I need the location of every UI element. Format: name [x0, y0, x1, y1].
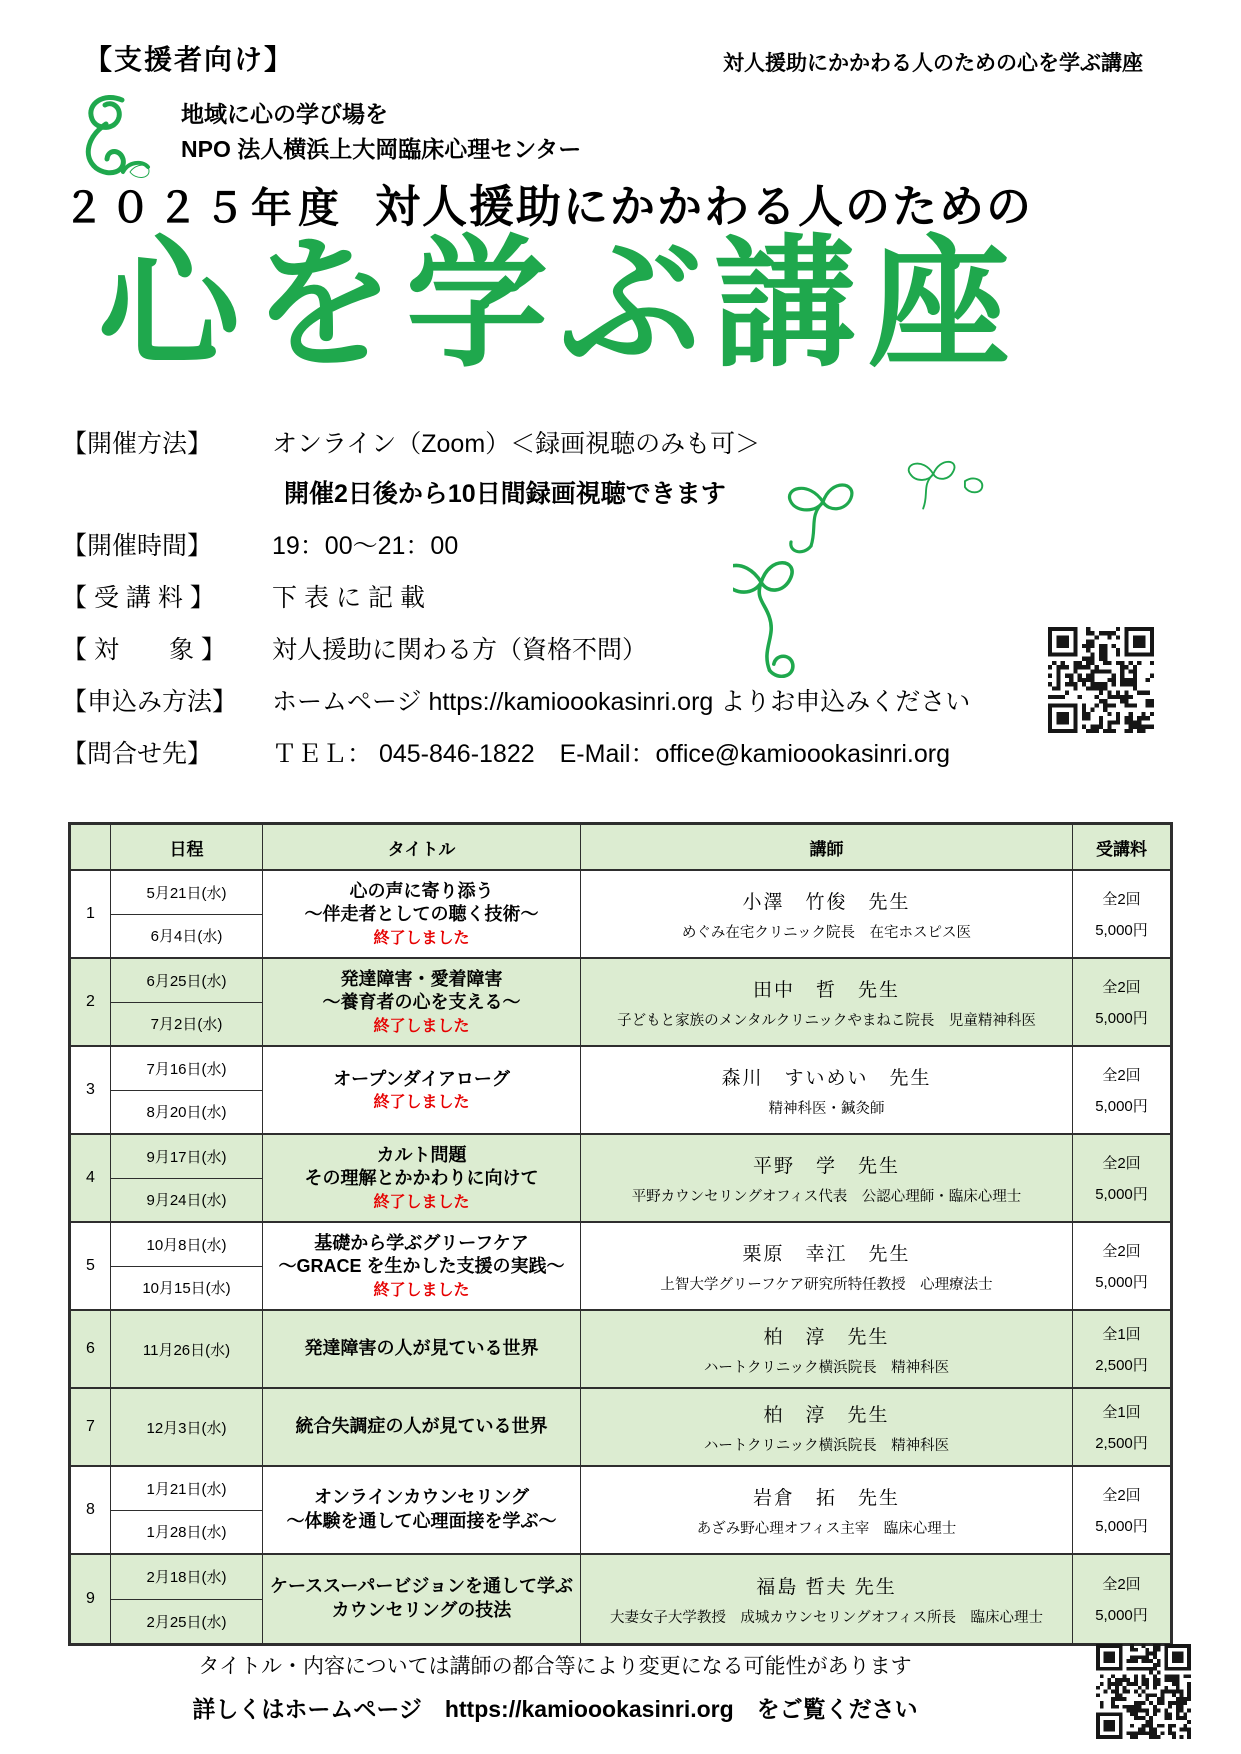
info-label: 【 受 講 料 】: [62, 584, 215, 612]
course-ended-label: 終了しました: [373, 1018, 470, 1036]
course-title-text: [305, 1337, 539, 1361]
table-row: [71, 959, 1170, 1047]
info-value: [272, 424, 760, 510]
course-fee: [1073, 1311, 1170, 1387]
course-title-line: その理解とかかわりに向けて: [304, 1168, 539, 1189]
info-value-text: ホームページ https://kamioookasinri.org よりお申込みください: [272, 688, 971, 716]
fee-price: 5,000円: [1095, 1274, 1148, 1291]
info-row-contact: [62, 734, 1012, 770]
footer-website-line: 詳しくはホームページ https://kamioookasinri.org をご覧ください: [192, 1696, 918, 1722]
lecturer-affiliation: あざみ野心理オフィス主宰 臨床心理士: [696, 1520, 957, 1537]
course-title: [263, 871, 581, 957]
main-title: 心を学ぶ講座: [98, 225, 1022, 384]
info-row-apply: [62, 682, 1012, 718]
lecturer-name: 岩倉 拓 先生: [752, 1487, 900, 1509]
table-row: [71, 1047, 1170, 1135]
recording-note: 開催2日後から10日間録画視聴できます: [284, 480, 726, 508]
fee-sessions: 全2回: [1102, 1487, 1141, 1504]
org-slogan: 地域に心の学び場を: [181, 101, 388, 127]
schedule-table: [68, 822, 1173, 1646]
course-year: ２０２５年度: [63, 185, 345, 231]
fee-sessions: 全2回: [1102, 979, 1141, 996]
course-number: 9: [71, 1555, 111, 1643]
course-date: 1月21日(水): [146, 1480, 227, 1498]
course-title: [263, 1311, 581, 1387]
fee-price: 5,000円: [1095, 922, 1148, 939]
table-row: [71, 1135, 1170, 1223]
course-date: 6月4日(水): [111, 914, 262, 958]
course-title-text: [296, 1415, 548, 1439]
course-title-line: カウンセリングの技法: [331, 1600, 512, 1620]
lecturer-name: 柏 淳 先生: [763, 1326, 890, 1348]
lecturer-affiliation: 子どもと家族のメンタルクリニックやまねこ院長 児童精神科医: [617, 1012, 1036, 1029]
sprout-logo-icon: [78, 92, 164, 182]
lecturer-affiliation: 平野カウンセリングオフィス代表 公認心理師・臨床心理士: [631, 1188, 1022, 1205]
fee-sessions: 全2回: [1102, 1576, 1141, 1593]
audience-tag: 【支援者向け】: [84, 44, 295, 75]
course-ended-label: 終了しました: [373, 1194, 470, 1212]
fee-sessions: 全1回: [1102, 1326, 1141, 1343]
fee-price: 2,500円: [1095, 1357, 1148, 1374]
footer-note: タイトル・内容については講師の都合等により変更になる可能性があります: [198, 1655, 912, 1678]
course-title: [263, 1135, 581, 1221]
schedule-table-header: [71, 825, 1170, 871]
course-number: 3: [71, 1047, 111, 1133]
course-title-text: [278, 1232, 564, 1280]
course-title-text: [287, 1486, 557, 1534]
course-title-line: オンラインカウンセリング: [313, 1487, 530, 1508]
info-value-text: 対人援助に関わる方（資格不問）: [272, 636, 648, 664]
course-number: 6: [71, 1311, 111, 1387]
fee-price: 5,000円: [1095, 1010, 1148, 1027]
course-date: 5月21日(水): [146, 884, 227, 902]
course-fee: [1073, 1555, 1170, 1643]
course-fee: [1073, 959, 1170, 1045]
course-title-line: カルト問題: [376, 1144, 467, 1165]
course-fee: [1073, 1135, 1170, 1221]
lecturer-affiliation: 精神科医・鍼灸師: [768, 1100, 885, 1117]
header-course-name: 対人援助にかかわる人のための心を学ぶ講座: [723, 52, 1143, 75]
course-dates: [111, 1135, 263, 1221]
course-number: 7: [71, 1389, 111, 1465]
course-ended-label: 終了しました: [373, 1282, 470, 1300]
header-number: [71, 825, 111, 869]
course-lecturer: [581, 959, 1073, 1045]
course-fee: [1073, 1223, 1170, 1309]
course-dates: [111, 871, 263, 957]
info-value-text: ＴＥＬ： 045-846-1822 E-Mail：office@kamioookasinri.org: [272, 740, 950, 768]
course-lecturer: [581, 1311, 1073, 1387]
info-label: 【申込み方法】: [62, 688, 238, 716]
course-title-text: [270, 1575, 573, 1623]
course-number: 1: [71, 871, 111, 957]
course-title-text: [305, 880, 539, 928]
lecturer-name: 福島 哲夫 先生: [756, 1576, 897, 1598]
table-row: [71, 1467, 1170, 1555]
fee-price: 5,000円: [1095, 1186, 1148, 1203]
course-title: [263, 1389, 581, 1465]
lecturer-name: 森川 すいめい 先生: [721, 1067, 932, 1089]
course-title-text: [323, 968, 521, 1016]
sprout-doodles-icon: [733, 428, 1023, 678]
fee-sessions: 全1回: [1102, 1404, 1141, 1421]
fee-sessions: 全2回: [1102, 1067, 1141, 1084]
course-fee: [1073, 1389, 1170, 1465]
course-title-line: 発達障害・愛着障害: [340, 968, 503, 989]
course-dates: [111, 1555, 263, 1643]
course-lecturer: [581, 1555, 1073, 1643]
course-title-line: 基礎から学ぶグリーフケア: [314, 1232, 529, 1253]
course-date: 2月18日(水): [146, 1569, 227, 1587]
fee-sessions: 全2回: [1102, 1155, 1141, 1172]
info-label: 【開催方法】: [62, 430, 213, 458]
course-title-line: ～伴走者としての聴く技術～: [304, 904, 539, 925]
course-number: 4: [71, 1135, 111, 1221]
course-dates: [111, 1223, 263, 1309]
lecturer-name: 平野 学 先生: [752, 1155, 900, 1177]
course-fee: [1073, 871, 1170, 957]
course-date: 9月17日(水): [146, 1148, 227, 1166]
course-title-line: 心の声に寄り添う: [349, 880, 494, 901]
course-dates: [111, 1467, 263, 1553]
course-title-line: ケーススーパービジョンを通して学ぶ: [270, 1576, 573, 1597]
footer: [0, 1650, 1110, 1724]
course-date: 12月3日(水): [146, 1419, 227, 1437]
qr-code-website: [1096, 1644, 1191, 1739]
course-dates: [111, 1389, 263, 1465]
header-fee: 受講料: [1096, 839, 1147, 859]
course-lecturer: [581, 1389, 1073, 1465]
qr-code-signup: [1048, 627, 1154, 733]
course-title-text: [333, 1068, 510, 1092]
course-dates: [111, 959, 263, 1045]
org-name: NPO 法人横浜上大岡臨床心理センター: [181, 136, 582, 162]
header-title: タイトル: [263, 825, 581, 869]
course-date: 2月25日(水): [111, 1599, 262, 1644]
course-dates: [111, 1047, 263, 1133]
fee-sessions: 全2回: [1102, 891, 1141, 908]
fee-sessions: 全2回: [1102, 1243, 1141, 1260]
course-date: 7月16日(水): [146, 1060, 227, 1078]
info-value-text: 下表に記載: [272, 584, 433, 612]
course-title-text: [305, 1144, 539, 1192]
course-dates: [111, 1311, 263, 1387]
lecturer-name: 栗原 幸江 先生: [742, 1243, 911, 1265]
course-lecturer: [581, 871, 1073, 957]
lecturer-affiliation: ハートクリニック横浜院長 精神科医: [703, 1359, 950, 1376]
table-row: [71, 1389, 1170, 1467]
lecturer-affiliation: ハートクリニック横浜院長 精神科医: [703, 1437, 950, 1454]
header-date: 日程: [111, 825, 263, 869]
fee-price: 2,500円: [1095, 1435, 1148, 1452]
course-title-line: ～GRACE を生かした支援の実践～: [278, 1256, 565, 1277]
course-title: [263, 1555, 581, 1643]
course-title: [263, 1467, 581, 1553]
course-lecturer: [581, 1135, 1073, 1221]
course-lecturer: [581, 1047, 1073, 1133]
course-lecturer: [581, 1467, 1073, 1553]
info-label: 【開催時間】: [62, 532, 213, 560]
course-date: 6月25日(水): [146, 972, 227, 990]
schedule-table-body: [71, 871, 1170, 1643]
course-ended-label: 終了しました: [373, 930, 470, 948]
course-date: 8月20日(水): [111, 1090, 262, 1134]
course-title: [263, 1047, 581, 1133]
course-title: [263, 959, 581, 1045]
course-title-line: 発達障害の人が見ている世界: [304, 1338, 539, 1359]
table-row: [71, 1555, 1170, 1643]
lecturer-name: 田中 哲 先生: [752, 979, 900, 1001]
course-title-line: ～養育者の心を支える～: [322, 992, 521, 1013]
fee-price: 5,000円: [1095, 1607, 1148, 1624]
course-date: 9月24日(水): [111, 1178, 262, 1222]
info-label: 【 対 象 】: [62, 636, 226, 664]
table-row: [71, 871, 1170, 959]
course-title: [263, 1223, 581, 1309]
info-label: 【問合せ先】: [62, 740, 213, 768]
lecturer-affiliation: めぐみ在宅クリニック院長 在宅ホスピス医: [681, 924, 972, 941]
lecturer-name: 小澤 竹俊 先生: [742, 891, 911, 913]
fee-price: 5,000円: [1095, 1518, 1148, 1535]
course-number: 2: [71, 959, 111, 1045]
course-date: 11月26日(水): [142, 1341, 231, 1359]
course-number: 8: [71, 1467, 111, 1553]
lecturer-affiliation: 上智大学グリーフケア研究所特任教授 心理療法士: [660, 1276, 993, 1293]
course-fee: [1073, 1467, 1170, 1553]
course-date: 10月15日(水): [111, 1266, 262, 1310]
course-title-line: オープンダイアローグ: [333, 1068, 510, 1089]
course-number: 5: [71, 1223, 111, 1309]
lecturer-name: 柏 淳 先生: [763, 1404, 890, 1426]
lecturer-affiliation: 大妻女子大学教授 成城カウンセリングオフィス所長 臨床心理士: [609, 1609, 1044, 1626]
table-row: [71, 1223, 1170, 1311]
course-lecturer: [581, 1223, 1073, 1309]
course-title-line: 統合失調症の人が見ている世界: [295, 1416, 548, 1437]
course-ended-label: 終了しました: [373, 1094, 470, 1112]
course-date: 1月28日(水): [111, 1510, 262, 1554]
table-row: [71, 1311, 1170, 1389]
course-title-line: ～体験を通して心理面接を学ぶ～: [286, 1511, 557, 1531]
course-audience: 対人援助にかかわる人のための: [375, 181, 1034, 232]
course-fee: [1073, 1047, 1170, 1133]
info-value-text: 19：00～21：00: [272, 532, 459, 560]
course-date: 10月8日(水): [146, 1236, 227, 1254]
course-date: 7月2日(水): [111, 1002, 262, 1046]
info-value-text: オンライン（Zoom）＜録画視聴のみも可＞: [272, 430, 761, 458]
fee-price: 5,000円: [1095, 1098, 1148, 1115]
header-lecturer: 講師: [581, 825, 1073, 869]
